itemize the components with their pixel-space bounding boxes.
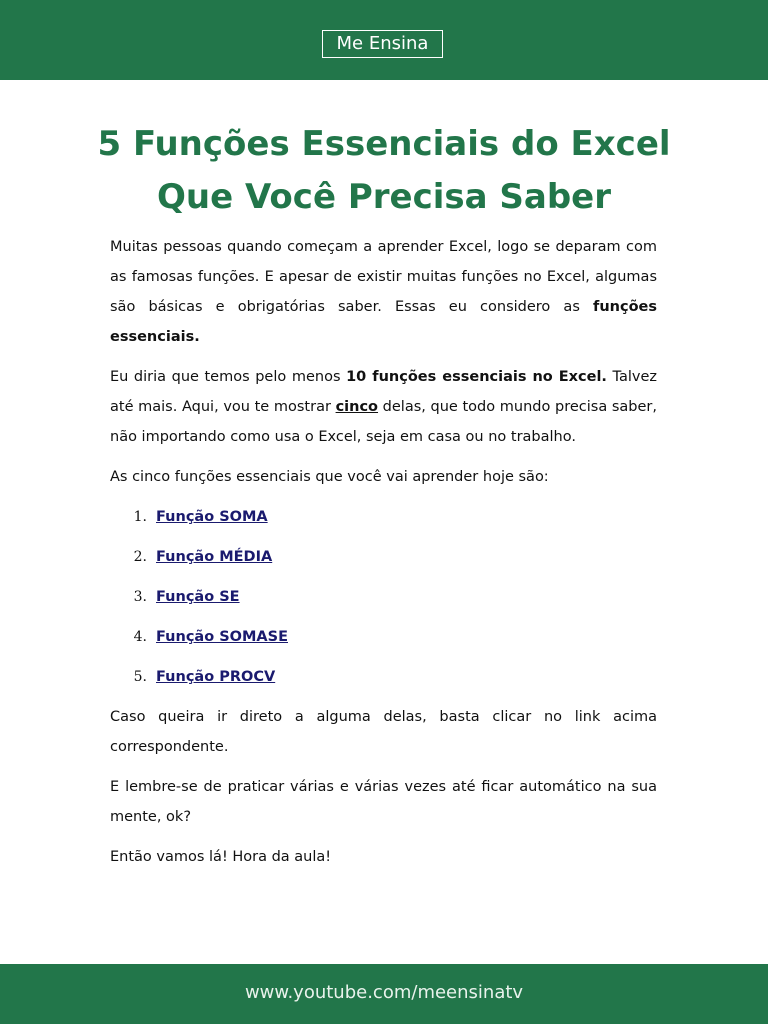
list-number-text: 2. [133,549,147,565]
page-title [60,118,708,224]
list-number [110,662,156,702]
link-funcao-somase[interactable]: Função SOMASE [156,629,288,645]
brand-logo: Me Ensina [322,30,443,58]
intro-paragraph-3: As cinco funções essenciais que você vai aprender hoje são: [110,469,549,485]
link-funcao-soma[interactable]: Função SOMA [156,509,268,525]
link-funcao-se[interactable]: Função SE [156,589,240,605]
intro-p1-bold: funções essenciais. [110,299,657,345]
intro-p2-b: Talvez até mais. Aqui, vou te mostrar [110,369,658,415]
intro-p2-underline: cinco [335,399,379,415]
intro-p2-a: Eu diria que temos pelo menos [110,369,347,385]
outro-paragraph-2: E lembre-se de praticar várias e várias vezes até ficar automático na sua mente, ok? [110,779,657,825]
title-line-1: 5 Funções Essenciais do Excel [97,124,671,164]
list-number [110,622,156,662]
list-number-text: 1. [133,509,147,525]
header-bar [0,0,768,80]
list-item [110,542,657,582]
list-number-text: 5. [133,669,147,685]
list-number [110,502,156,542]
list-item [110,622,657,662]
list-item [110,502,657,542]
list-item [110,582,657,622]
list-number-text: 3. [133,589,147,605]
functions-list [110,502,657,702]
main-content [110,232,657,882]
outro-paragraph-3: Então vamos lá! Hora da aula! [110,849,332,865]
list-number [110,542,156,582]
outro-paragraph-1: Caso queira ir direto a alguma delas, basta clicar no link acima correspondente. [110,709,657,755]
intro-p2-c: delas, que todo mundo precisa saber, não importando como usa o Excel, seja em casa ou no trabalho. [110,399,657,445]
link-funcao-procv[interactable]: Função PROCV [156,669,276,685]
list-number [110,582,156,622]
footer-url: www.youtube.com/meensinatv [244,982,524,1003]
list-item [110,662,657,702]
intro-p2-bold: 10 funções essenciais no Excel. [346,369,607,385]
intro-p1-text: Muitas pessoas quando começam a aprender Excel, logo se deparam com as famosas funções. E apesar de existir muitas funções no Excel, algumas são básicas e obrigatórias saber. Essas eu considero as [110,239,657,315]
intro-paragraph-2 [110,362,657,452]
intro-paragraph-1 [110,232,657,352]
title-line-2: Que Você Precisa Saber [156,177,612,217]
footer-bar [0,964,768,1024]
list-number-text: 4. [133,629,147,645]
link-funcao-media[interactable]: Função MÉDIA [156,549,273,565]
